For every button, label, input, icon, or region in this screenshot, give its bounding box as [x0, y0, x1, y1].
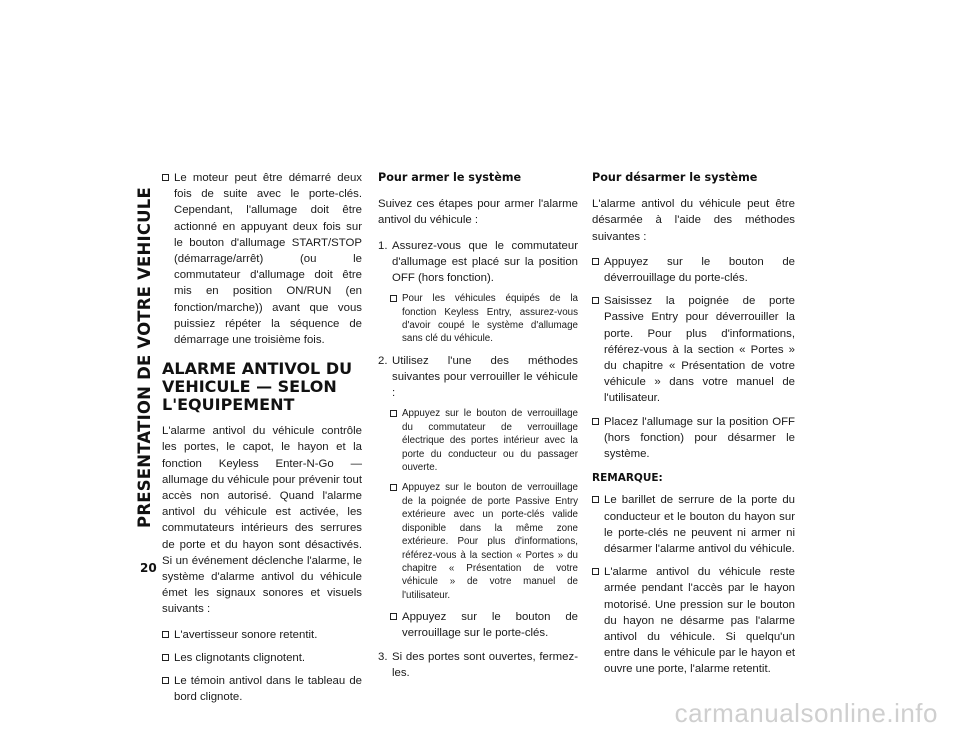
column-3 — [592, 170, 795, 685]
arm-step-2-subbullet: Appuyez sur le bouton de verrouillage de la poignée de porte Passive Entry extérieure avec un porte-clés valide disponible dans la même zone extérieure. Pour plus d'informations, référez-vous à la section « Portes » du chapitre « Présentation de votre véhicule » de votre manuel de l'utilisateur. — [390, 481, 578, 602]
section-side-tab — [135, 160, 153, 555]
column-1 — [162, 170, 362, 712]
arm-step-2 — [378, 353, 578, 402]
column-2 — [378, 170, 578, 687]
watermark-logo: carmanualsonline.info — [674, 698, 938, 728]
disarm-system-intro: L'alarme antivol du véhicule peut être désarmée à l'aide des méthodes suivantes : — [592, 198, 795, 243]
disarm-method-bullet: Appuyez sur le bouton de déverrouillage du porte-clés. — [592, 254, 795, 286]
arm-step-1 — [378, 238, 578, 287]
step-text: Utilisez l'une des méthodes suivantes pour verrouiller le véhicule : — [392, 354, 578, 400]
arm-step-2-subbullet: Appuyez sur le bouton de verrouillage du commutateur de verrouillage électrique des portes intérieur avec la porte du conducteur ou du passager ouverte. — [390, 407, 578, 474]
section-side-tab-label: PRESENTATION DE VOTRE VEHICULE — [134, 187, 154, 528]
arm-step-3 — [378, 649, 578, 681]
section-title: ALARME ANTIVOL DU VEHICULE — SELON L'EQUIPEMENT — [162, 359, 353, 415]
alarm-signal-bullet: L'avertisseur sonore retentit. — [162, 627, 362, 643]
note-title: REMARQUE: — [592, 472, 663, 485]
step-number: 1. — [378, 239, 388, 252]
step-number: 3. — [378, 650, 388, 663]
arm-step-1-subbullet: Pour les véhicules équipés de la fonction Keyless Entry, assurez-vous d'avoir coupé le système d'allumage sans clé du véhicule. — [390, 292, 578, 346]
arm-system-subtitle: Pour armer le système — [378, 171, 522, 184]
disarm-method-bullet: Placez l'allumage sur la position OFF (hors fonction) pour désarmer le système. — [592, 414, 795, 463]
alarm-description-paragraph: L'alarme antivol du véhicule contrôle les portes, le capot, le hayon et la fonction Keyless Enter-N-Go — allumage du véhicule pour prévenir tout accès non autorisé. Quand l'alarme antivol du véhicule est activée, les commutateurs intérieurs des serrures de porte et du hayon sont désactivés. Si un événement déclenche l'alarme, le système d'alarme antivol du véhicule émet les signaux sonores et visuels suivants : — [162, 425, 362, 616]
disarm-method-bullet: Saisissez la poignée de porte Passive Entry pour déverrouiller la porte. Pour plus d'informations, référez-vous à la section « Portes » du chapitre « Présentation de votre véhicule » dans votre manuel de l'utilisateur. — [592, 293, 795, 406]
alarm-signal-bullet: Les clignotants clignotent. — [162, 650, 362, 666]
note-bullet: L'alarme antivol du véhicule reste armée pendant l'accès par le hayon motorisé. Une pression sur le bouton du hayon ne désarme pas l'alarme antivol du véhicule. Si quelqu'un entre dans le véhicule par le hayon et ouvre une porte, l'alarme retentit. — [592, 564, 795, 677]
arm-step-2-subbullet: Appuyez sur le bouton de verrouillage sur le porte-clés. — [390, 609, 578, 641]
step-text: Si des portes sont ouvertes, fermez-les. — [392, 650, 578, 679]
disarm-system-subtitle: Pour désarmer le système — [592, 171, 758, 184]
engine-start-bullet: Le moteur peut être démarré deux fois de suite avec le porte-clés. Cependant, l'allumage doit être actionné en appuyant deux fois sur le bouton d'allumage START/STOP (démarrage/arrêt) (ou le commutateur d'allumage doit être mis en position ON/RUN (en fonction/marche)) avant que vous puissiez répéter la séquence de démarrage une troisième fois. — [162, 170, 362, 348]
note-bullet: Le barillet de serrure de la porte du conducteur et le bouton du hayon sur le porte-clés ne peuvent ni armer ni désarmer l'alarme antivol du véhicule. — [592, 492, 795, 557]
arm-system-intro: Suivez ces étapes pour armer l'alarme antivol du véhicule : — [378, 198, 578, 227]
alarm-signal-bullet: Le témoin antivol dans le tableau de bord clignote. — [162, 673, 362, 705]
step-number: 2. — [378, 354, 388, 367]
page-number: 20 — [140, 561, 157, 575]
step-text: Assurez-vous que le commutateur d'allumage est placé sur la position OFF (hors fonction). — [392, 239, 578, 285]
